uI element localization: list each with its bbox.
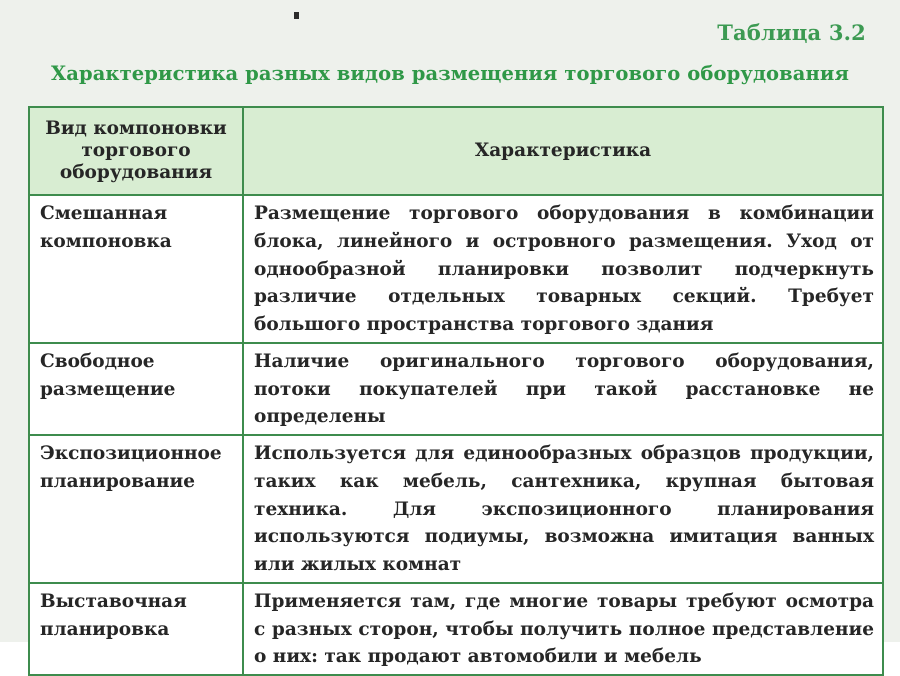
row-type-cell: Экспозиционное планирование [29, 435, 243, 583]
scan-mark [294, 12, 299, 19]
table-row [29, 583, 883, 675]
column-header-characteristic: Характеристика [243, 107, 883, 195]
row-description-cell: Размещение торгового оборудования в комбинации блока, линейного и островного размещения. Уход от однообразной планировки позволит подчеркнуть различие отдельных товарных секций. Требует большого пространства торгового здания [243, 195, 883, 343]
table-number: Таблица 3.2 [717, 20, 866, 45]
characteristics-table [28, 106, 884, 676]
table-row [29, 195, 883, 343]
row-description-cell: Применяется там, где многие товары требуют осмотра с разных сторон, чтобы получить полное представление о них: так продают автомобили и мебель [243, 583, 883, 675]
row-description-cell: Наличие оригинального торгового оборудования, потоки покупателей при такой расстановке не определены [243, 343, 883, 435]
table-header-row [29, 107, 883, 195]
table-title: Характеристика разных видов размещения торгового оборудования [51, 62, 849, 85]
row-type-cell: Свободное размещение [29, 343, 243, 435]
table-row [29, 343, 883, 435]
table-row [29, 435, 883, 583]
column-header-type: Вид компоновки торгового оборудования [29, 107, 243, 195]
row-type-cell: Смешанная компоновка [29, 195, 243, 343]
row-description-cell: Используется для единообразных образцов продукции, таких как мебель, сантехника, крупная бытовая техника. Для экспозиционного планирования используются подиумы, возможна имитация ванных или жилых комнат [243, 435, 883, 583]
row-type-cell: Выставочная планировка [29, 583, 243, 675]
